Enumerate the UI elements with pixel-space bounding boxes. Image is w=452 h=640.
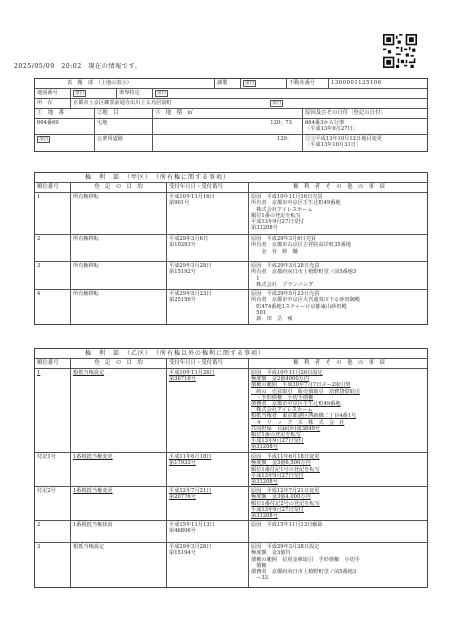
col-uke: 受付年月日・受付番号 <box>167 359 249 368</box>
kou-table <box>34 172 428 325</box>
moku-cell: 所有権移転 <box>71 290 167 324</box>
chiban-cell: 余白 <box>35 135 95 151</box>
jun-cell: 付記2号 <box>35 487 71 520</box>
ken-cell: 原因 平成12年7月21日変更 極度額 金3億4,000万円 順位1番付記2号の登記を転写 平成13年9月27日受付 第31208号 <box>251 488 320 520</box>
chizu-value: 余白 <box>71 89 117 98</box>
moku-cell: 1番根抵当権抹消 <box>71 521 167 542</box>
jun-cell: 3 <box>35 262 71 289</box>
ken-cell: 原因 平成29年5月23日売買 所有者 京都市中京区大宮通夷川下る砂田御殿 町474番地1スティーロ京都東山砂田殿 501 新 田 岳 雍 <box>251 291 360 323</box>
qr-code-icon <box>383 34 417 68</box>
uke-cell: 平成29年5月23日 第25156号 <box>167 290 249 324</box>
uke-cell: 平成29年3月28日 第15192号 <box>167 262 249 289</box>
jun-cell: 4 <box>35 290 71 324</box>
moku-cell: 根抵当権設定 <box>71 543 167 587</box>
chiseki-cell: 120： <box>153 135 303 151</box>
uke-cell: 平成12年7月21日 第20776号 <box>167 487 249 520</box>
chizu-label: 地図番号 <box>35 89 71 98</box>
col-gen: 原因及びその日付〔登記の日付〕 <box>305 110 386 116</box>
jun-cell: 1 <box>35 193 71 234</box>
ken-cell: 原因 平成10年11月26日設定 極度額 金2億4000万円 債権の範囲 平成10年7月7日ヨー2取引契 約の 売買取引 販売債取引 消費貸借取引 ・手形債権 小切手債権 債務者 京都市中京区壬生辻町49番地 株式会社アイレスホーム 根抵当権者 東京都港区西新橋二丁目4番1号 オ リ ッ ク ス 株 式 会 社 共同担保 目録(か)第3849号 順位1番の登記を転写 平成13年9月27日受付 第31208号 <box>251 370 360 451</box>
col-ken: 権 利 者 そ の 他 の 事 項 <box>293 360 385 366</box>
col-chiseki: ③ 地 積 ㎡ <box>153 109 303 118</box>
moku-cell: 所有権移転 <box>71 193 167 234</box>
chimoku-cell: 公衆用道路 <box>95 135 153 151</box>
otsu-table <box>34 348 428 588</box>
moku-cell: 根抵当権設定 <box>71 369 167 452</box>
col-uke: 受付年月日・受付番号 <box>167 183 249 192</box>
col-moku: 登 記 の 目 的 <box>71 359 167 368</box>
uke-cell: 平成11年6月18日 第17933号 <box>167 453 249 486</box>
shozai-value: 京都市上京区御霊前通寺出川上る烏居前町 余白 <box>73 100 282 106</box>
table-row <box>35 235 427 262</box>
table-row <box>35 119 427 135</box>
jun-cell: 2 <box>35 521 71 542</box>
gen-cell: ②③平成13年10月12日地目変更 〔平成13年10月31日〕 <box>305 136 382 149</box>
col-moku: 登 記 の 目 的 <box>71 183 167 192</box>
jun-cell: 3 <box>35 543 71 587</box>
jun-cell: 2 <box>35 235 71 261</box>
ken-cell: 原因 平成15年11月13日解除 <box>251 522 323 528</box>
chiban-cell: 664番69 <box>35 119 95 134</box>
table-row <box>35 369 427 453</box>
table-row <box>35 521 427 543</box>
chosei-label: 調製 <box>215 79 241 88</box>
col-jun: 順位番号 <box>35 183 71 192</box>
shozai-label: 所 在 <box>35 99 71 108</box>
col-jun: 順位番号 <box>35 359 71 368</box>
table-row <box>35 193 427 235</box>
ken-cell: 原因 平成29年3月6日売買 所有者 京都市右京区吉祥院高岸町35番地 金 谷 紗 織 <box>251 236 351 255</box>
moku-cell: 所有権移転 <box>71 262 167 289</box>
otsu-title: 権 利 部 （乙区） （所有権以外の権利に関する事項） <box>35 349 427 359</box>
uke-cell: 平成10年11月26日 第36716号 <box>167 369 249 452</box>
table-row <box>35 290 427 324</box>
moku-cell: 1番根抵当権変更 <box>71 487 167 520</box>
jun-cell: 付記1号 <box>35 453 71 486</box>
fudosan-number: 1300001125106 <box>331 80 382 86</box>
ken-cell: 原因 平成29年3月28日設定 極度額 金3億円 債権の範囲 信用金庫取引 手形債権 小切手 債権 債務者 京都府向日市上植野町堂ノ前5番地3 ー33 <box>251 544 360 582</box>
uke-cell: 平成10年11月16日 第901号 <box>167 193 249 234</box>
fudosan-label: 不動産番号 <box>287 79 329 88</box>
ken-cell: 原因 平成11年6月18日変更 極度額 金3億6,500万円 順位1番付記1号の登記を転写 平成13年9月27日受付 第31208号 <box>251 454 320 486</box>
hyoudai-title: 表 題 部 （土地の表示） <box>35 79 215 88</box>
moku-cell: 所有権移転 <box>71 235 167 261</box>
moku-cell: 1番根抵当権変更 <box>71 453 167 486</box>
table-row <box>35 487 427 521</box>
table-row <box>35 543 427 587</box>
table-row <box>35 135 427 151</box>
col-ken: 権 利 者 そ の 他 の 事 項 <box>293 184 385 190</box>
chosei-value: 余白 <box>241 79 287 88</box>
hikkai-value: 余白 <box>157 91 167 96</box>
hyoudai-table <box>34 78 428 152</box>
ken-cell: 原因 平成29年3月28日売買 所有者 京都府向日市上植野町堂ノ前5番地3 1 株式会社 プランニング <box>251 263 357 288</box>
kou-title: 権 利 部 （甲区） （所有権に関する事項） <box>35 173 427 183</box>
uke-cell: 平成29年3月6日 第10293号 <box>167 235 249 261</box>
chimoku-cell: 宅地 <box>95 119 153 134</box>
col-chimoku: ②地 目 <box>95 109 153 118</box>
print-header: 2025/05/09 20:02 現在の情報です。 <box>14 63 142 70</box>
uke-cell: 平成29年3月28日 第15194号 <box>167 543 249 587</box>
col-chiban: ① 地 番 <box>35 109 95 118</box>
hikkai-label: 筆界特定 <box>117 89 153 98</box>
uke-cell: 平成15年11月13日 第46806号 <box>167 521 249 542</box>
chiseki-cell: 120：73 <box>153 119 303 134</box>
ken-cell: 原因 平成10年11月16日売買 所有者 京都市中京区壬生辻町49番地 株式会社アイレスホーム 順位1番の登記を転写 平成13年9月27日受付 第31208号 <box>251 194 341 232</box>
table-row <box>35 453 427 487</box>
gen-cell: 664番3から分筆 〔平成13年9月27日〕 <box>305 120 358 133</box>
jun-cell: 1 <box>35 369 71 452</box>
table-row <box>35 262 427 290</box>
